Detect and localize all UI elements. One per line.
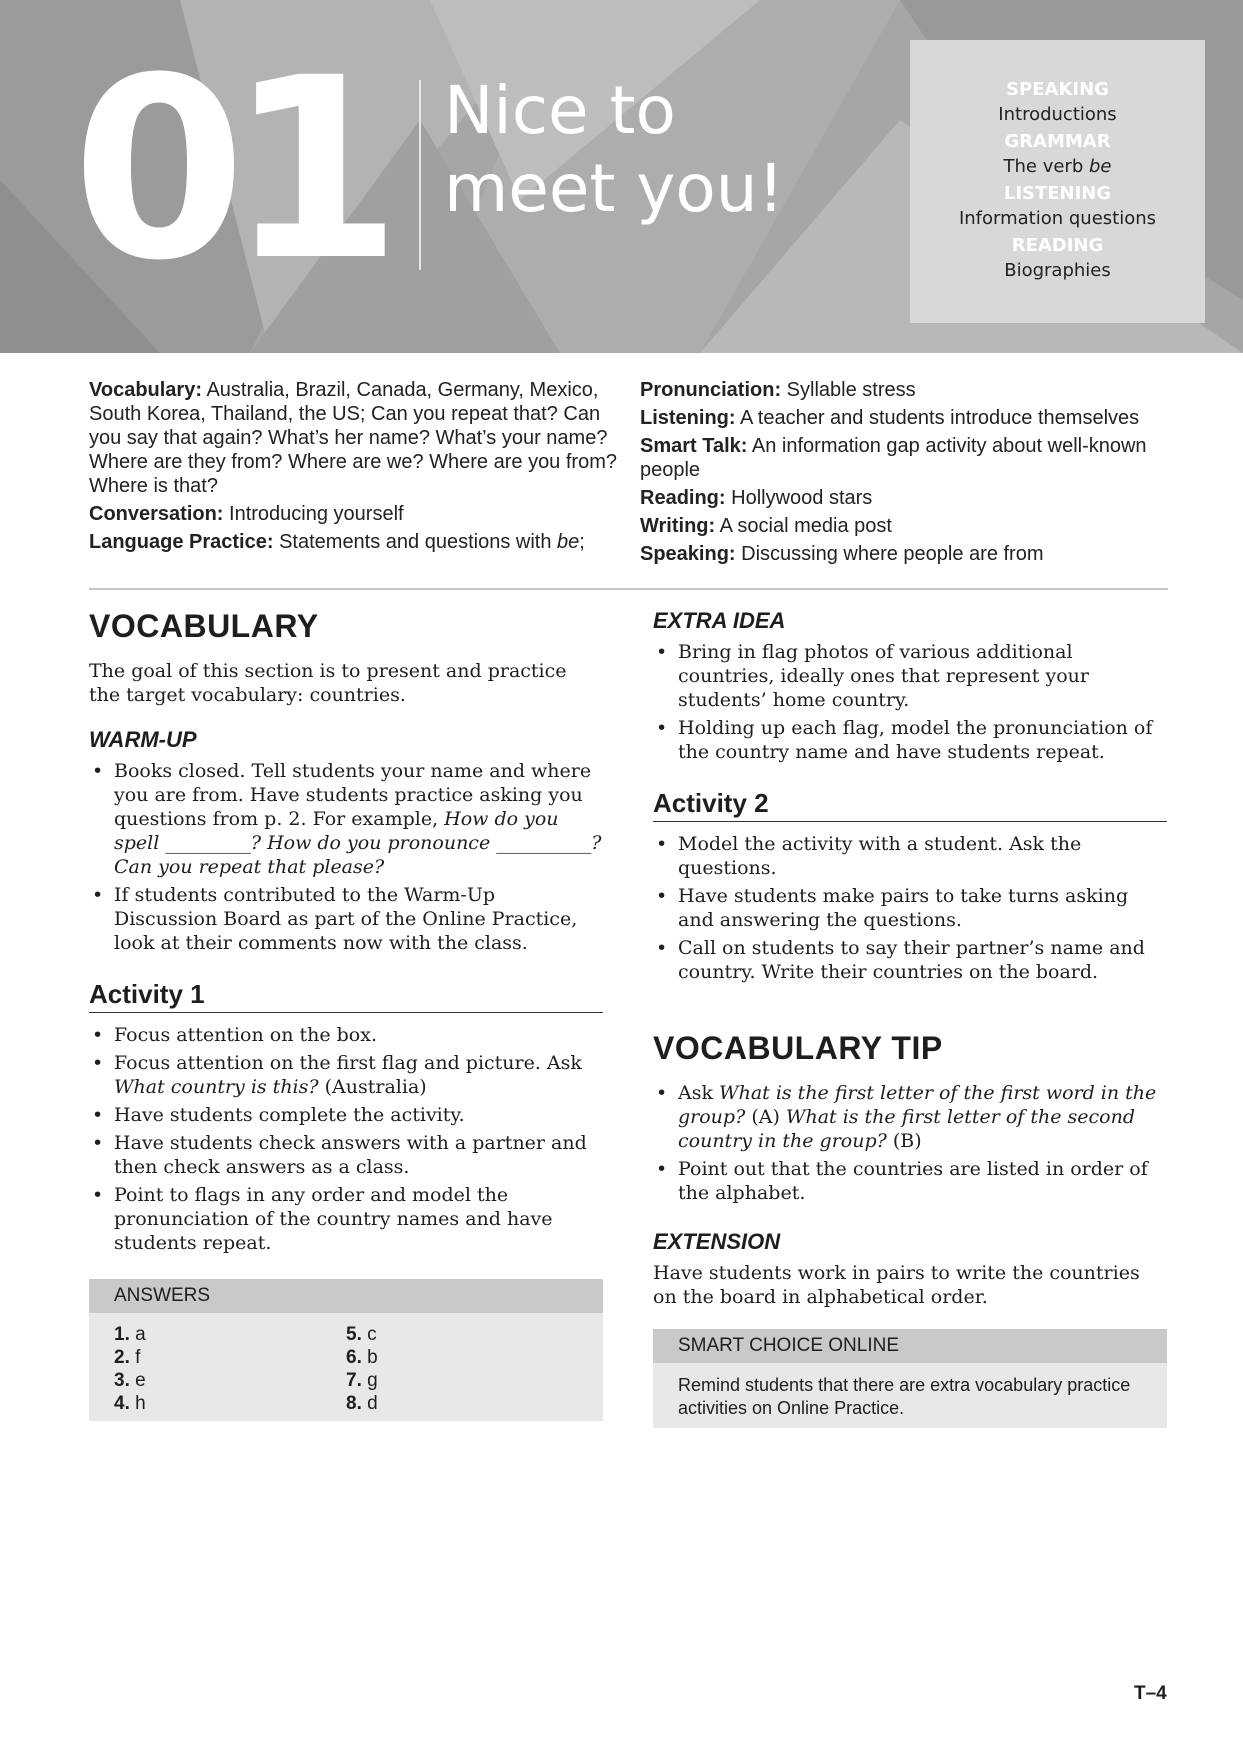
- topic-value-italic: be: [1089, 156, 1112, 177]
- list-item: • Point out that the countries are listed in order of the alphabet.: [678, 1157, 1167, 1205]
- section-divider: [89, 588, 1168, 590]
- topic-value: Information questions: [958, 208, 1157, 229]
- overview-label: Pronunciation:: [640, 379, 782, 401]
- topic-speaking: [910, 77, 1205, 127]
- list-item: • Point to flags in any order and model the pronunciation of the country names and have students repeat.: [114, 1183, 603, 1255]
- page-number: T–4: [1134, 1683, 1167, 1704]
- list-item-italic: What country is this?: [114, 1076, 319, 1098]
- overview-left: [89, 378, 617, 558]
- overview-text: Discussing where people are from: [741, 543, 1044, 565]
- answer-number: 5.: [346, 1324, 362, 1345]
- answer-value: b: [367, 1347, 378, 1368]
- list-item-text: (B): [892, 1130, 922, 1152]
- answer-number: 4.: [114, 1393, 130, 1414]
- overview-right: [640, 378, 1170, 570]
- right-column: [653, 608, 1167, 1428]
- answer-value: c: [367, 1324, 377, 1345]
- list-item-italic: What is the first letter of the second country in the group?: [678, 1106, 1135, 1152]
- answer-item: [346, 1392, 578, 1415]
- overview-label: Language Practice:: [89, 531, 274, 553]
- extension-heading: EXTENSION: [653, 1229, 781, 1254]
- overview-text: Statements and questions with: [279, 531, 552, 553]
- vocabulary-tip-heading: VOCABULARY TIP: [653, 1030, 943, 1066]
- topic-value: Biographies: [1004, 260, 1111, 281]
- overview-label: Reading:: [640, 487, 726, 509]
- overview-label: Listening:: [640, 407, 736, 429]
- overview-italic: be: [557, 531, 580, 553]
- list-item-text: Focus attention on the first flag and picture. Ask: [114, 1052, 582, 1074]
- answer-value: h: [135, 1393, 146, 1414]
- left-column: [89, 608, 603, 1421]
- list-item-text: Books closed. Tell students your name and where you are from. Have students practice asking you questions from p. 2. For example,: [114, 760, 592, 830]
- overview-text: A social media post: [719, 515, 892, 537]
- list-item: • Holding up each flag, model the pronunciation of the country name and have students repeat.: [678, 716, 1167, 764]
- list-item: • Call on students to say their partner’s name and country. Write their countries on the board.: [678, 936, 1167, 984]
- list-item-suffix: (Australia): [324, 1076, 427, 1098]
- topic-value: [910, 154, 1205, 179]
- overview-text: Syllable stress: [786, 379, 916, 401]
- unit-header: [0, 0, 1243, 353]
- answers-column-1: [114, 1323, 346, 1415]
- list-item: • Bring in flag photos of various additional countries, ideally ones that represent your students’ home country.: [678, 640, 1167, 712]
- extra-idea-list: [653, 640, 1167, 764]
- unit-topics-box: [910, 40, 1205, 323]
- activity-2-list: [653, 832, 1167, 984]
- overview-pronunciation: [640, 378, 1170, 402]
- topic-grammar: [910, 129, 1205, 179]
- unit-title: [444, 72, 824, 228]
- topic-label: SPEAKING: [1006, 79, 1109, 100]
- overview-language-practice: [89, 530, 617, 554]
- overview-text: Introducing yourself: [229, 503, 404, 525]
- list-item: [114, 759, 603, 879]
- vocabulary-intro: The goal of this section is to present and practice the target vocabulary: countries.: [89, 660, 567, 706]
- answer-value: e: [135, 1370, 146, 1391]
- overview-conversation: [89, 502, 617, 526]
- answer-number: 1.: [114, 1324, 130, 1345]
- overview-text: Hollywood stars: [731, 487, 873, 509]
- topic-label: READING: [1011, 235, 1104, 256]
- overview-suffix: ;: [579, 531, 585, 553]
- activity-2-heading: Activity 2: [653, 788, 1167, 822]
- answer-item: [346, 1369, 578, 1392]
- activity-1-list: [89, 1023, 603, 1255]
- overview-smart-talk: [640, 434, 1170, 482]
- answer-number: 8.: [346, 1393, 362, 1414]
- answer-item: [114, 1369, 346, 1392]
- answer-item: [114, 1392, 346, 1415]
- topic-value: Introductions: [998, 104, 1117, 125]
- answers-body: [89, 1313, 603, 1421]
- unit-number: 01: [72, 24, 384, 315]
- overview-writing: [640, 514, 1170, 538]
- warmup-list: [89, 759, 603, 955]
- vocabulary-heading: VOCABULARY: [89, 608, 319, 644]
- list-item: • Focus attention on the box.: [114, 1023, 603, 1047]
- answer-item: [114, 1346, 346, 1369]
- answer-value: a: [135, 1324, 146, 1345]
- list-item-text: (A): [751, 1106, 780, 1128]
- unit-title-line-2: meet you!: [444, 150, 785, 227]
- answer-value: d: [367, 1393, 378, 1414]
- overview-reading: [640, 486, 1170, 510]
- extra-idea-heading: EXTRA IDEA: [653, 608, 786, 633]
- answer-value: f: [135, 1347, 141, 1368]
- answers-column-2: [346, 1323, 578, 1415]
- smart-choice-online-heading: SMART CHOICE ONLINE: [653, 1329, 1167, 1363]
- topic-listening: [910, 181, 1205, 231]
- list-item-text: Ask: [678, 1082, 713, 1104]
- answer-number: 2.: [114, 1347, 130, 1368]
- answer-item: [346, 1346, 578, 1369]
- smart-choice-online-text: Remind students that there are extra vocabulary practice activities on Online Practice.: [678, 1375, 1131, 1418]
- answer-number: 6.: [346, 1347, 362, 1368]
- extension-text: Have students work in pairs to write the countries on the board in alphabetical order.: [653, 1262, 1140, 1308]
- overview-vocabulary: [89, 378, 617, 498]
- list-item: • Model the activity with a student. Ask the questions.: [678, 832, 1167, 880]
- vocabulary-tip-list: [653, 1081, 1167, 1205]
- list-item: [114, 1051, 603, 1099]
- overview-speaking: [640, 542, 1170, 566]
- overview-listening: [640, 406, 1170, 430]
- answer-item: [114, 1323, 346, 1346]
- overview-text: A teacher and students introduce themselves: [740, 407, 1140, 429]
- answer-number: 3.: [114, 1370, 130, 1391]
- list-item-italic: What is the first letter of the first word in the group?: [678, 1082, 1157, 1128]
- topic-reading: [910, 233, 1205, 283]
- overview-text: Australia, Brazil, Canada, Germany, Mexico, South Korea, Thailand, the US; Can you repeat that? Can you say that again? What’s her name? What’s your name? Where are they from? Where are we? Where are you from? Where is that?: [89, 379, 617, 497]
- list-item: • Have students make pairs to take turns asking and answering the questions.: [678, 884, 1167, 932]
- list-item: • Have students check answers with a partner and then check answers as a class.: [114, 1131, 603, 1179]
- topic-label: LISTENING: [1003, 183, 1112, 204]
- overview-label: Smart Talk:: [640, 435, 748, 457]
- answer-value: g: [367, 1370, 378, 1391]
- header-divider: [419, 80, 421, 270]
- overview-label: Vocabulary:: [89, 379, 202, 401]
- answers-box: [89, 1279, 603, 1421]
- overview-label: Writing:: [640, 515, 716, 537]
- overview-label: Conversation:: [89, 503, 224, 525]
- list-item: [678, 1081, 1167, 1153]
- activity-1-heading: Activity 1: [89, 979, 603, 1013]
- answers-heading: ANSWERS: [89, 1279, 603, 1313]
- list-item: • Have students complete the activity.: [114, 1103, 603, 1127]
- list-item-italic: How do you spell _________? How do you pronounce __________? Can you repeat that please?: [114, 808, 602, 878]
- topic-label: GRAMMAR: [1004, 131, 1111, 152]
- list-item: • If students contributed to the Warm-Up Discussion Board as part of the Online Practice, look at their comments now with the class.: [114, 883, 603, 955]
- overview-label: Speaking:: [640, 543, 736, 565]
- answer-number: 7.: [346, 1370, 362, 1391]
- overview-text: An information gap activity about well-known people: [640, 435, 1147, 481]
- answer-item: [346, 1323, 578, 1346]
- smart-choice-online-box: [653, 1329, 1167, 1428]
- unit-title-line-1: Nice to: [444, 72, 676, 149]
- topic-value-text: The verb: [1003, 156, 1084, 177]
- warmup-heading: WARM-UP: [89, 727, 197, 752]
